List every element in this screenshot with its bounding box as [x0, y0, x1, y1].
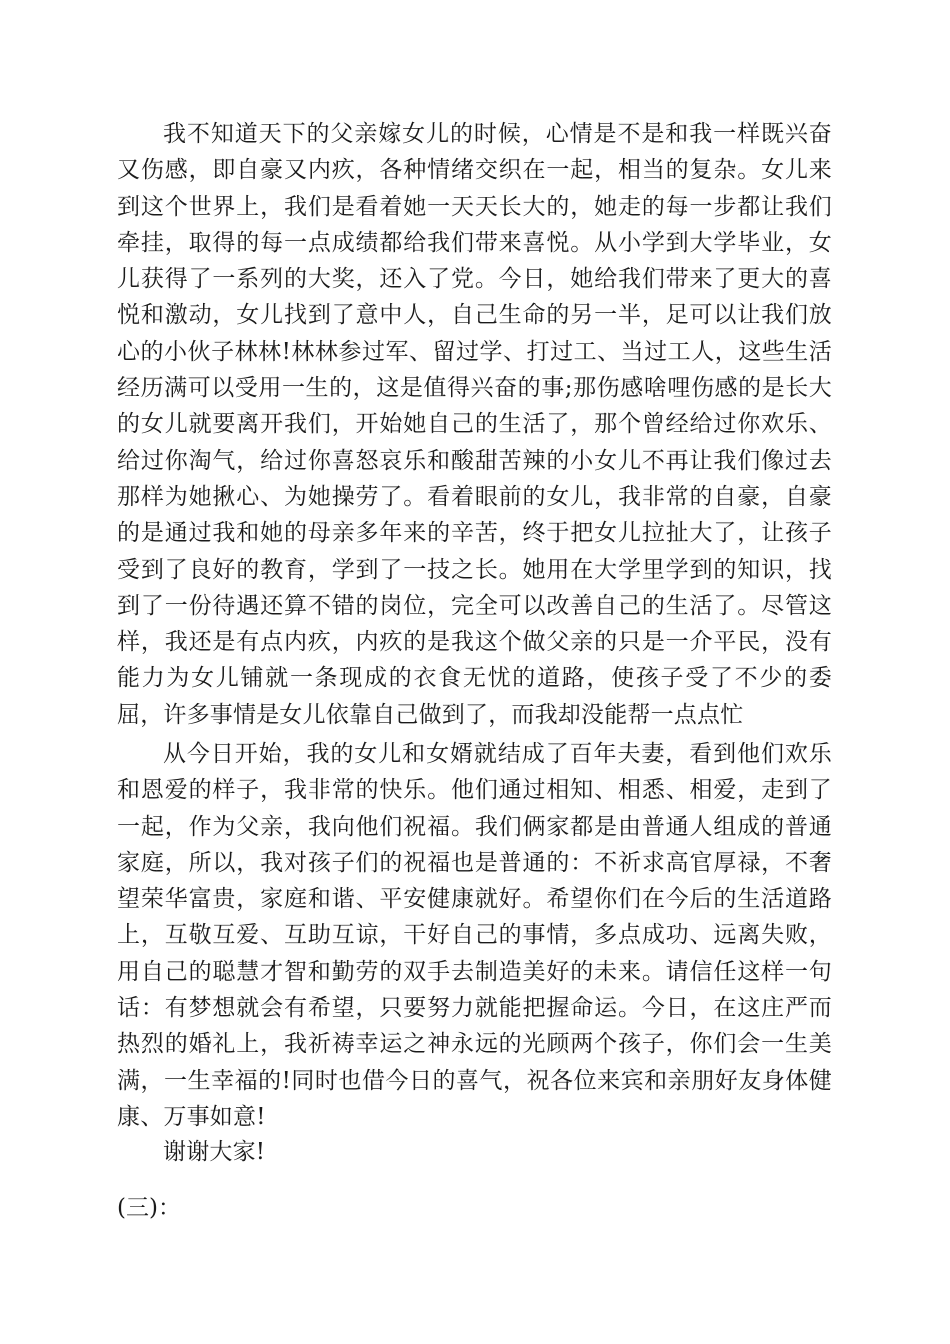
closing-thanks: 谢谢大家! [163, 1139, 266, 1165]
body-paragraph-2: 从今日开始，我的女儿和女婿就结成了百年夫妻，看到他们欢乐和恩爱的样子，我非常的快乐。他们通过相知、相悉、相爱，走到了一起，作为父亲，我向他们祝福。我们俩家都是由普通人组成的普通家庭，所以，我对孩子们的祝福也是普通的：不祈求高官厚禄，不奢望荣华富贵，家庭和谐、平安健康就好。希望你们在今后的生活道路上，互敬互爱、互助互谅，干好自己的事情，多点成功、远离失败，用自己的聪慧才智和勤劳的双手去制造美好的未来。请信任这样一句话：有梦想就会有希望，只要努力就能把握命运。今日，在这庄严而热烈的婚礼上，我祈祷幸运之神永远的光顾两个孩子，你们会一生美满，一生幸福的!同时也借今日的喜气，祝各位来宾和亲朋好友身体健康、万事如意! [117, 741, 832, 1130]
body-paragraph-1: 我不知道天下的父亲嫁女儿的时候，心情是不是和我一样既兴奋又伤感，即自豪又内疚，各种情绪交织在一起，相当的复杂。女儿来到这个世界上，我们是看着她一天天长大的，她走的每一步都让我们牵挂，取得的每一点成绩都给我们带来喜悦。从小学到大学毕业，女儿获得了一系列的大奖，还入了党。今日，她给我们带来了更大的喜悦和激动，女儿找到了意中人，自己生命的另一半，足可以让我们放心的小伙子林林!林林参过军、留过学、打过工、当过工人，这些生活经历满可以受用一生的，这是值得兴奋的事;那伤感啥哩伤感的是长大的女儿就要离开我们，开始她自己的生活了，那个曾经给过你欢乐、给过你淘气，给过你喜怒哀乐和酸甜苦辣的小女儿不再让我们像过去那样为她揪心、为她操劳了。看着眼前的女儿，我非常的自豪，自豪的是通过我和她的母亲多年来的辛苦，终于把女儿拉扯大了，让孩子受到了良好的教育，学到了一技之长。她用在大学里学到的知识，找到了一份待遇还算不错的岗位，完全可以改善自己的生活了。尽管这样，我还是有点内疚，内疚的是我这个做父亲的只是一介平民，没有能力为女儿铺就一条现成的衣食无忧的道路，使孩子受了不少的委屈，许多事情是女儿依靠自己做到了，而我却没能帮一点点忙 [117, 121, 832, 728]
section-heading: (三)： [117, 1195, 181, 1221]
